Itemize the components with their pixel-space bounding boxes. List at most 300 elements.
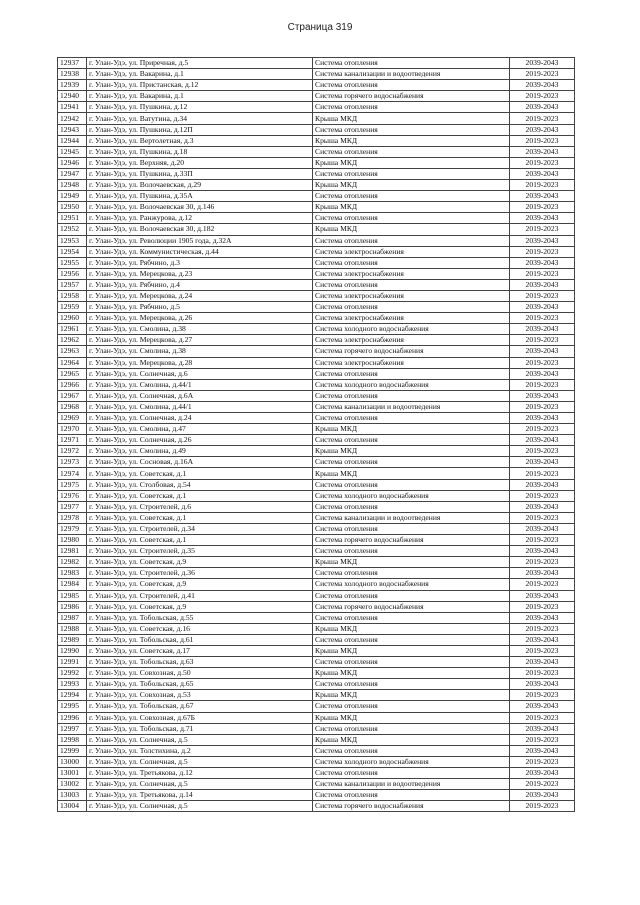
period-cell: 2039-2043	[510, 657, 575, 668]
period-cell: 2039-2043	[510, 435, 575, 446]
row-id-cell: 12941	[58, 102, 87, 113]
system-cell: Система отопления	[313, 501, 510, 512]
row-id-cell: 12969	[58, 413, 87, 424]
row-id-cell: 12975	[58, 479, 87, 490]
period-cell: 2019-2023	[510, 690, 575, 701]
period-cell: 2039-2043	[510, 191, 575, 202]
system-cell: Крыша МКД	[313, 157, 510, 168]
address-cell: г. Улан-Удэ, ул. Смолина, д.44/1	[87, 401, 313, 412]
address-cell: г. Улан-Удэ, ул. Солнечная, д.26	[87, 435, 313, 446]
table-row	[58, 612, 575, 623]
system-cell: Система отопления	[313, 790, 510, 801]
system-cell: Система отопления	[313, 435, 510, 446]
table-row	[58, 246, 575, 257]
address-cell: г. Улан-Удэ, ул. Советская, д.1	[87, 535, 313, 546]
system-cell: Система отопления	[313, 80, 510, 91]
address-cell: г. Улан-Удэ, ул. Советская, д.17	[87, 645, 313, 656]
address-cell: г. Улан-Удэ, ул. Смолина, д.38	[87, 346, 313, 357]
row-id-cell: 12968	[58, 401, 87, 412]
table-row	[58, 512, 575, 523]
system-cell: Система горячего водоснабжения	[313, 535, 510, 546]
address-cell: г. Улан-Удэ, ул. Вертолетная, д.3	[87, 135, 313, 146]
table-row	[58, 290, 575, 301]
row-id-cell: 12963	[58, 346, 87, 357]
period-cell: 2019-2023	[510, 756, 575, 767]
address-cell: г. Улан-Удэ, ул. Мерецкова, д.23	[87, 268, 313, 279]
system-cell: Система отопления	[313, 279, 510, 290]
table-row	[58, 346, 575, 357]
address-cell: г. Улан-Удэ, ул. Тобольская, д.71	[87, 723, 313, 734]
period-cell: 2039-2043	[510, 768, 575, 779]
period-cell: 2039-2043	[510, 213, 575, 224]
row-id-cell: 12978	[58, 512, 87, 523]
row-id-cell: 12996	[58, 712, 87, 723]
address-cell: г. Улан-Удэ, ул. Коммунистическая, д.44	[87, 246, 313, 257]
system-cell: Система отопления	[313, 191, 510, 202]
period-cell: 2019-2023	[510, 557, 575, 568]
table-row	[58, 779, 575, 790]
period-cell: 2019-2023	[510, 135, 575, 146]
period-cell: 2039-2043	[510, 302, 575, 313]
table-row	[58, 191, 575, 202]
period-cell: 2019-2023	[510, 623, 575, 634]
address-cell: г. Улан-Удэ, ул. Тобольская, д.61	[87, 634, 313, 645]
row-id-cell: 12939	[58, 80, 87, 91]
address-cell: г. Улан-Удэ, ул. Вакарина, д.1	[87, 91, 313, 102]
table-row	[58, 69, 575, 80]
system-cell: Система отопления	[313, 390, 510, 401]
period-cell: 2019-2023	[510, 202, 575, 213]
address-cell: г. Улан-Удэ, ул. Пушкина, д.18	[87, 146, 313, 157]
system-cell: Система канализации и водоотведения	[313, 779, 510, 790]
period-cell: 2039-2043	[510, 612, 575, 623]
system-cell: Система отопления	[313, 58, 510, 69]
period-cell: 2019-2023	[510, 313, 575, 324]
row-id-cell: 12959	[58, 302, 87, 313]
row-id-cell: 12961	[58, 324, 87, 335]
period-cell: 2039-2043	[510, 146, 575, 157]
table-row	[58, 601, 575, 612]
table-row	[58, 590, 575, 601]
row-id-cell: 12995	[58, 701, 87, 712]
system-cell: Система электроснабжения	[313, 268, 510, 279]
period-cell: 2039-2043	[510, 546, 575, 557]
system-cell: Система канализации и водоотведения	[313, 401, 510, 412]
address-cell: г. Улан-Удэ, ул. Мерецкова, д.27	[87, 335, 313, 346]
system-cell: Система отопления	[313, 768, 510, 779]
system-cell: Система холодного водоснабжения	[313, 756, 510, 767]
address-cell: г. Улан-Удэ, ул. Совхозная, д.50	[87, 668, 313, 679]
table-row	[58, 568, 575, 579]
address-cell: г. Улан-Удэ, ул. Солнечная, д.6	[87, 368, 313, 379]
period-cell: 2039-2043	[510, 324, 575, 335]
period-cell: 2019-2023	[510, 490, 575, 501]
row-id-cell: 12973	[58, 457, 87, 468]
row-id-cell: 12970	[58, 424, 87, 435]
system-cell: Система отопления	[313, 413, 510, 424]
system-cell: Система отопления	[313, 479, 510, 490]
address-cell: г. Улан-Удэ, ул. Вакарина, д.1	[87, 69, 313, 80]
period-cell: 2039-2043	[510, 590, 575, 601]
table-row	[58, 268, 575, 279]
period-cell: 2019-2023	[510, 512, 575, 523]
period-cell: 2039-2043	[510, 501, 575, 512]
table-row	[58, 457, 575, 468]
row-id-cell: 12955	[58, 257, 87, 268]
address-cell: г. Улан-Удэ, ул. Третьякова, д.14	[87, 790, 313, 801]
row-id-cell: 12942	[58, 113, 87, 124]
table-row	[58, 257, 575, 268]
table-row	[58, 324, 575, 335]
table-row	[58, 490, 575, 501]
address-cell: г. Улан-Удэ, ул. Приречная, д.5	[87, 58, 313, 69]
table-row	[58, 679, 575, 690]
row-id-cell: 12997	[58, 723, 87, 734]
table-row	[58, 756, 575, 767]
system-cell: Система отопления	[313, 701, 510, 712]
address-cell: г. Улан-Удэ, ул. Смолина, д.47	[87, 424, 313, 435]
table-row	[58, 723, 575, 734]
system-cell: Система отопления	[313, 523, 510, 534]
period-cell: 2039-2043	[510, 102, 575, 113]
period-cell: 2019-2023	[510, 335, 575, 346]
address-cell: г. Улан-Удэ, ул. Третьякова, д.12	[87, 768, 313, 779]
address-cell: г. Улан-Удэ, ул. Тобольская, д.67	[87, 701, 313, 712]
table-row	[58, 801, 575, 812]
row-id-cell: 12989	[58, 634, 87, 645]
table-row	[58, 224, 575, 235]
period-cell: 2019-2023	[510, 645, 575, 656]
table-row	[58, 413, 575, 424]
period-cell: 2019-2023	[510, 601, 575, 612]
address-cell: г. Улан-Удэ, ул. Рябчино, д.3	[87, 257, 313, 268]
system-cell: Система отопления	[313, 257, 510, 268]
table-row	[58, 579, 575, 590]
table-row	[58, 446, 575, 457]
address-cell: г. Улан-Удэ, ул. Волочаевская, д.29	[87, 180, 313, 191]
period-cell: 2039-2043	[510, 124, 575, 135]
period-cell: 2039-2043	[510, 568, 575, 579]
address-cell: г. Улан-Удэ, ул. Солнечная, д.24	[87, 413, 313, 424]
table-row	[58, 501, 575, 512]
table-row	[58, 479, 575, 490]
row-id-cell: 13001	[58, 768, 87, 779]
table-row	[58, 634, 575, 645]
table-row	[58, 401, 575, 412]
row-id-cell: 12998	[58, 734, 87, 745]
address-cell: г. Улан-Удэ, ул. Советская, д.9	[87, 557, 313, 568]
table-row	[58, 58, 575, 69]
table-row	[58, 91, 575, 102]
system-cell: Крыша МКД	[313, 180, 510, 191]
row-id-cell: 12962	[58, 335, 87, 346]
period-cell: 2039-2043	[510, 790, 575, 801]
row-id-cell: 12977	[58, 501, 87, 512]
table-row	[58, 368, 575, 379]
period-cell: 2019-2023	[510, 468, 575, 479]
period-cell: 2019-2023	[510, 69, 575, 80]
row-id-cell: 12953	[58, 235, 87, 246]
table-row	[58, 357, 575, 368]
period-cell: 2019-2023	[510, 224, 575, 235]
address-cell: г. Улан-Удэ, ул. Советская, д.16	[87, 623, 313, 634]
table-row	[58, 157, 575, 168]
system-cell: Система отопления	[313, 368, 510, 379]
address-cell: г. Улан-Удэ, ул. Тобольская, д.63	[87, 657, 313, 668]
period-cell: 2039-2043	[510, 346, 575, 357]
row-id-cell: 12950	[58, 202, 87, 213]
system-cell: Система холодного водоснабжения	[313, 579, 510, 590]
system-cell: Система отопления	[313, 590, 510, 601]
row-id-cell: 12949	[58, 191, 87, 202]
table-row	[58, 202, 575, 213]
system-cell: Система электроснабжения	[313, 313, 510, 324]
address-cell: г. Улан-Удэ, ул. Рябчино, д.4	[87, 279, 313, 290]
registry-table	[57, 57, 575, 812]
system-cell: Крыша МКД	[313, 224, 510, 235]
system-cell: Система отопления	[313, 102, 510, 113]
system-cell: Крыша МКД	[313, 623, 510, 634]
address-cell: г. Улан-Удэ, ул. Толстихина, д.2	[87, 745, 313, 756]
system-cell: Крыша МКД	[313, 712, 510, 723]
address-cell: г. Улан-Удэ, ул. Смолина, д.49	[87, 446, 313, 457]
row-id-cell: 12990	[58, 645, 87, 656]
system-cell: Система канализации и водоотведения	[313, 512, 510, 523]
address-cell: г. Улан-Удэ, ул. Столбовая, д.54	[87, 479, 313, 490]
table-row	[58, 424, 575, 435]
row-id-cell: 13002	[58, 779, 87, 790]
table-row	[58, 557, 575, 568]
address-cell: г. Улан-Удэ, ул. Тобольская, д.65	[87, 679, 313, 690]
period-cell: 2039-2043	[510, 701, 575, 712]
table-row	[58, 546, 575, 557]
period-cell: 2019-2023	[510, 424, 575, 435]
row-id-cell: 12972	[58, 446, 87, 457]
row-id-cell: 12938	[58, 69, 87, 80]
system-cell: Система отопления	[313, 457, 510, 468]
row-id-cell: 12976	[58, 490, 87, 501]
period-cell: 2039-2043	[510, 168, 575, 179]
table-row	[58, 734, 575, 745]
period-cell: 2019-2023	[510, 91, 575, 102]
row-id-cell: 12993	[58, 679, 87, 690]
table-row	[58, 146, 575, 157]
table-row	[58, 313, 575, 324]
table-row	[58, 468, 575, 479]
period-cell: 2039-2043	[510, 80, 575, 91]
address-cell: г. Улан-Удэ, ул. Совхозная, д.67Б	[87, 712, 313, 723]
system-cell: Система холодного водоснабжения	[313, 379, 510, 390]
period-cell: 2019-2023	[510, 379, 575, 390]
row-id-cell: 12956	[58, 268, 87, 279]
table-row	[58, 645, 575, 656]
row-id-cell: 12985	[58, 590, 87, 601]
table-row	[58, 535, 575, 546]
table-row	[58, 168, 575, 179]
address-cell: г. Улан-Удэ, ул. Революции 1905 года, д.32А	[87, 235, 313, 246]
period-cell: 2039-2043	[510, 679, 575, 690]
period-cell: 2019-2023	[510, 157, 575, 168]
table-row	[58, 701, 575, 712]
table-row	[58, 712, 575, 723]
system-cell: Система электроснабжения	[313, 290, 510, 301]
row-id-cell: 12979	[58, 523, 87, 534]
address-cell: г. Улан-Удэ, ул. Ранжурова, д.12	[87, 213, 313, 224]
address-cell: г. Улан-Удэ, ул. Волочаевская 30, д.182	[87, 224, 313, 235]
table-row	[58, 379, 575, 390]
period-cell: 2019-2023	[510, 401, 575, 412]
row-id-cell: 12994	[58, 690, 87, 701]
table-row	[58, 80, 575, 91]
period-cell: 2039-2043	[510, 257, 575, 268]
row-id-cell: 12983	[58, 568, 87, 579]
address-cell: г. Улан-Удэ, ул. Советская, д.1	[87, 468, 313, 479]
system-cell: Система горячего водоснабжения	[313, 346, 510, 357]
row-id-cell: 12944	[58, 135, 87, 146]
row-id-cell: 12937	[58, 58, 87, 69]
address-cell: г. Улан-Удэ, ул. Строителей, д.41	[87, 590, 313, 601]
system-cell: Крыша МКД	[313, 690, 510, 701]
row-id-cell: 12984	[58, 579, 87, 590]
row-id-cell: 12986	[58, 601, 87, 612]
period-cell: 2019-2023	[510, 535, 575, 546]
row-id-cell: 12991	[58, 657, 87, 668]
system-cell: Система отопления	[313, 679, 510, 690]
table-row	[58, 623, 575, 634]
period-cell: 2039-2043	[510, 235, 575, 246]
row-id-cell: 12980	[58, 535, 87, 546]
address-cell: г. Улан-Удэ, ул. Солнечная, д.5	[87, 779, 313, 790]
table-row	[58, 113, 575, 124]
system-cell: Система отопления	[313, 124, 510, 135]
period-cell: 2019-2023	[510, 180, 575, 191]
row-id-cell: 12954	[58, 246, 87, 257]
table-row	[58, 790, 575, 801]
system-cell: Система холодного водоснабжения	[313, 324, 510, 335]
system-cell: Крыша МКД	[313, 468, 510, 479]
address-cell: г. Улан-Удэ, ул. Сосновая, д.16А	[87, 457, 313, 468]
table-row	[58, 180, 575, 191]
system-cell: Крыша МКД	[313, 557, 510, 568]
address-cell: г. Улан-Удэ, ул. Советская, д.9	[87, 601, 313, 612]
period-cell: 2039-2043	[510, 413, 575, 424]
table-row	[58, 657, 575, 668]
period-cell: 2019-2023	[510, 113, 575, 124]
address-cell: г. Улан-Удэ, ул. Строителей, д.36	[87, 568, 313, 579]
period-cell: 2039-2043	[510, 279, 575, 290]
address-cell: г. Улан-Удэ, ул. Мерецкова, д.26	[87, 313, 313, 324]
address-cell: г. Улан-Удэ, ул. Совхозная, д.53	[87, 690, 313, 701]
system-cell: Система отопления	[313, 546, 510, 557]
period-cell: 2039-2043	[510, 723, 575, 734]
period-cell: 2039-2043	[510, 58, 575, 69]
table-row	[58, 135, 575, 146]
row-id-cell: 12960	[58, 313, 87, 324]
row-id-cell: 13004	[58, 801, 87, 812]
system-cell: Крыша МКД	[313, 668, 510, 679]
address-cell: г. Улан-Удэ, ул. Советская, д.9	[87, 579, 313, 590]
system-cell: Система отопления	[313, 612, 510, 623]
system-cell: Система отопления	[313, 235, 510, 246]
address-cell: г. Улан-Удэ, ул. Ватутина, д.34	[87, 113, 313, 124]
system-cell: Система отопления	[313, 657, 510, 668]
system-cell: Система электроснабжения	[313, 357, 510, 368]
system-cell: Крыша МКД	[313, 446, 510, 457]
table-row	[58, 335, 575, 346]
address-cell: г. Улан-Удэ, ул. Советская, д.1	[87, 490, 313, 501]
period-cell: 2019-2023	[510, 446, 575, 457]
system-cell: Система канализации и водоотведения	[313, 69, 510, 80]
row-id-cell: 12957	[58, 279, 87, 290]
system-cell: Система отопления	[313, 568, 510, 579]
period-cell: 2019-2023	[510, 268, 575, 279]
system-cell: Система холодного водоснабжения	[313, 490, 510, 501]
address-cell: г. Улан-Удэ, ул. Солнечная, д.5	[87, 756, 313, 767]
row-id-cell: 12948	[58, 180, 87, 191]
period-cell: 2039-2043	[510, 479, 575, 490]
row-id-cell: 13003	[58, 790, 87, 801]
row-id-cell: 12966	[58, 379, 87, 390]
address-cell: г. Улан-Удэ, ул. Смолина, д.44/1	[87, 379, 313, 390]
row-id-cell: 12988	[58, 623, 87, 634]
row-id-cell: 12971	[58, 435, 87, 446]
row-id-cell: 12947	[58, 168, 87, 179]
row-id-cell: 12987	[58, 612, 87, 623]
table-row	[58, 390, 575, 401]
address-cell: г. Улан-Удэ, ул. Смолина, д.38	[87, 324, 313, 335]
address-cell: г. Улан-Удэ, ул. Солнечная, д.6А	[87, 390, 313, 401]
table-row	[58, 279, 575, 290]
page-header: Страница 319	[287, 22, 353, 33]
registry-table-body	[58, 58, 575, 812]
period-cell: 2039-2043	[510, 390, 575, 401]
row-id-cell: 13000	[58, 756, 87, 767]
period-cell: 2019-2023	[510, 357, 575, 368]
period-cell: 2039-2043	[510, 745, 575, 756]
row-id-cell: 12951	[58, 213, 87, 224]
system-cell: Система электроснабжения	[313, 335, 510, 346]
row-id-cell: 12958	[58, 290, 87, 301]
address-cell: г. Улан-Удэ, ул. Советская, д.1	[87, 512, 313, 523]
address-cell: г. Улан-Удэ, ул. Строителей, д.35	[87, 546, 313, 557]
address-cell: г. Улан-Удэ, ул. Строителей, д.34	[87, 523, 313, 534]
table-row	[58, 435, 575, 446]
address-cell: г. Улан-Удэ, ул. Солнечная, д.5	[87, 801, 313, 812]
system-cell: Система отопления	[313, 745, 510, 756]
system-cell: Система электроснабжения	[313, 246, 510, 257]
system-cell: Система горячего водоснабжения	[313, 601, 510, 612]
row-id-cell: 12999	[58, 745, 87, 756]
system-cell: Система отопления	[313, 168, 510, 179]
row-id-cell: 12964	[58, 357, 87, 368]
address-cell: г. Улан-Удэ, ул. Верхняя, д.20	[87, 157, 313, 168]
period-cell: 2019-2023	[510, 668, 575, 679]
period-cell: 2019-2023	[510, 579, 575, 590]
address-cell: г. Улан-Удэ, ул. Строителей, д.6	[87, 501, 313, 512]
table-row	[58, 235, 575, 246]
row-id-cell: 12982	[58, 557, 87, 568]
period-cell: 2019-2023	[510, 734, 575, 745]
system-cell: Система отопления	[313, 634, 510, 645]
system-cell: Система горячего водоснабжения	[313, 801, 510, 812]
system-cell: Крыша МКД	[313, 734, 510, 745]
row-id-cell: 12946	[58, 157, 87, 168]
period-cell: 2039-2043	[510, 634, 575, 645]
system-cell: Система отопления	[313, 723, 510, 734]
period-cell: 2019-2023	[510, 779, 575, 790]
address-cell: г. Улан-Удэ, ул. Пушкина, д.12П	[87, 124, 313, 135]
address-cell: г. Улан-Удэ, ул. Пушкина, д.12	[87, 102, 313, 113]
